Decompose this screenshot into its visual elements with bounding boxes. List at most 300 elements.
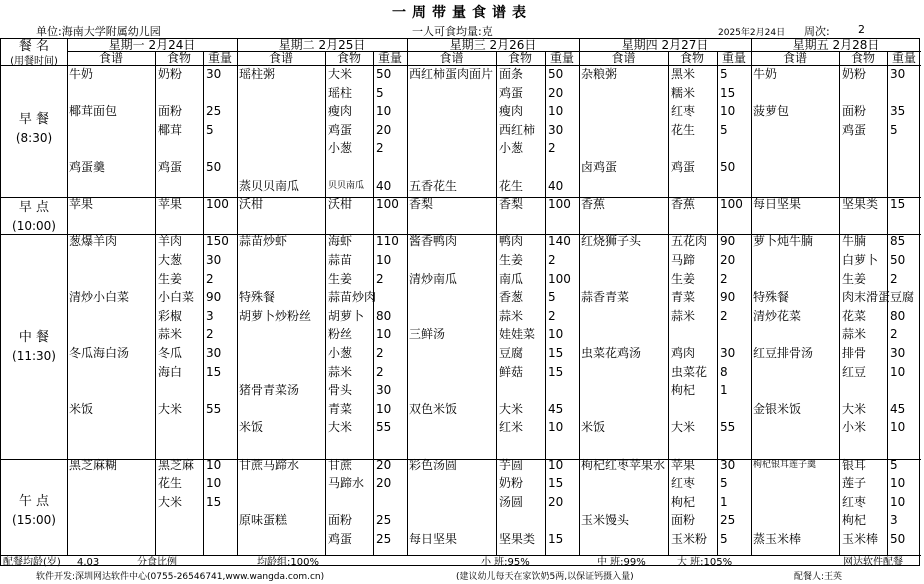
- middle-class-ratio: 中 班:99%: [597, 557, 646, 568]
- big-class-ratio: 大 班:105%: [677, 557, 733, 568]
- food-name: 糯米: [671, 85, 696, 100]
- avg-label: 一人可食均量:克: [412, 25, 493, 38]
- food-name: 青菜: [671, 290, 696, 305]
- food-weight: 2: [548, 141, 556, 156]
- col-food-header: 食物: [166, 51, 191, 65]
- dish-name: 双色米饭: [409, 401, 458, 416]
- food-weight: 30: [890, 67, 906, 81]
- food-name: 坚果类: [842, 197, 879, 212]
- food-name: 红米: [499, 420, 524, 435]
- food-weight: 80: [890, 308, 906, 323]
- food-name: 枸杞: [671, 383, 696, 398]
- food-name: 香梨: [499, 197, 524, 212]
- food-weight: 2: [720, 271, 728, 286]
- food-weight: 30: [206, 346, 222, 360]
- food-name: 生姜: [158, 271, 183, 286]
- food-weight: 30: [890, 346, 906, 360]
- dish-name: 清炒南瓜: [409, 271, 458, 286]
- dish-name: 牛奶: [69, 67, 94, 81]
- dish-name: 清炒小白菜: [69, 290, 130, 305]
- food-name: 苹果: [671, 457, 696, 472]
- food-name: 肉末滑蛋豆腐: [842, 290, 915, 305]
- food-weight: 10: [206, 476, 222, 491]
- dish-name: 红豆排骨汤: [753, 346, 814, 360]
- grid-line: [496, 51, 497, 555]
- col-weight-header: 重量: [721, 51, 746, 65]
- menu-table: [0, 38, 920, 566]
- col-weight-header: 重量: [377, 51, 402, 65]
- food-name: 大米: [328, 420, 353, 435]
- dish-name: 蒜香青菜: [581, 290, 630, 305]
- dish-name: 葱爆羊肉: [69, 234, 118, 249]
- food-weight: 100: [720, 197, 743, 212]
- day-header: 星期四 2月27日: [621, 38, 709, 52]
- dish-name: 米饭: [69, 401, 94, 416]
- food-name: 虫菜花: [671, 364, 708, 379]
- dish-name: 香蕉: [581, 197, 606, 212]
- dish-name: 米饭: [239, 420, 264, 435]
- food-weight: 25: [376, 532, 392, 546]
- food-weight: 5: [720, 476, 728, 491]
- food-weight: 50: [890, 532, 906, 546]
- food-weight: 10: [376, 253, 392, 267]
- dish-name: 五香花生: [409, 178, 458, 193]
- food-name: 大米: [842, 401, 867, 416]
- food-name: 银耳: [842, 457, 867, 472]
- food-name: 沃柑: [328, 197, 353, 212]
- dish-name: 原味蛋糕: [239, 513, 288, 528]
- food-weight: 35: [890, 104, 906, 119]
- food-name: 汤圆: [499, 494, 524, 509]
- food-name: 生姜: [671, 271, 696, 286]
- food-weight: 30: [548, 122, 564, 137]
- dish-name: 三鲜汤: [409, 327, 446, 342]
- food-name: 蒜米: [499, 308, 524, 323]
- page-title: 一周带量食谱表: [392, 5, 532, 21]
- food-weight: 30: [376, 383, 392, 398]
- food-weight: 2: [548, 308, 556, 323]
- food-name: 大米: [328, 67, 353, 81]
- food-name: 五花肉: [671, 234, 708, 249]
- food-weight: 150: [206, 234, 229, 249]
- food-weight: 55: [720, 420, 736, 435]
- food-weight: 2: [376, 346, 384, 360]
- grid-line: [203, 51, 204, 555]
- food-name: 大米: [158, 401, 183, 416]
- food-name: 鸡蛋: [842, 122, 867, 137]
- food-weight: 40: [548, 178, 564, 193]
- col-food-header: 食物: [507, 51, 532, 65]
- food-name: 黑米: [671, 67, 696, 81]
- food-weight: 20: [548, 494, 564, 509]
- food-weight: 5: [206, 122, 214, 137]
- food-weight: 10: [548, 104, 564, 119]
- meal-breakfast-name: 早 餐: [18, 112, 50, 127]
- week-label: 周次:: [804, 25, 830, 38]
- col-recipe-header: 食谱: [439, 51, 464, 65]
- dish-name: 枸杞银耳莲子羹: [753, 459, 817, 470]
- food-name: 红枣: [671, 104, 696, 119]
- food-weight: 10: [376, 401, 392, 416]
- food-name: 鸡蛋: [328, 532, 353, 546]
- staff-label: 配餐人:王英: [794, 572, 843, 582]
- unit-label: 单位:海南大学附属幼儿园: [36, 25, 161, 38]
- col-recipe-header: 食谱: [268, 51, 293, 65]
- food-weight: 15: [548, 532, 564, 546]
- dish-name: 酱香鸭肉: [409, 234, 458, 249]
- dish-name: 苹果: [69, 197, 94, 212]
- food-weight: 25: [206, 104, 222, 119]
- col-weight-header: 重量: [207, 51, 232, 65]
- grid-line: [155, 51, 156, 555]
- food-name: 苹果: [158, 197, 183, 212]
- food-name: 蒜苗: [328, 253, 353, 267]
- food-weight: 80: [376, 308, 392, 323]
- grid-line: [67, 39, 68, 555]
- food-weight: 20: [720, 253, 736, 267]
- food-name: 面条: [499, 67, 524, 81]
- food-name: 海白: [158, 364, 183, 379]
- food-weight: 15: [206, 364, 222, 379]
- food-name: 蒜米: [328, 364, 353, 379]
- food-name: 大米: [499, 401, 524, 416]
- food-name: 面粉: [158, 104, 183, 119]
- dish-name: 特殊餐: [753, 290, 790, 305]
- food-weight: 100: [206, 197, 229, 212]
- food-name: 娃娃菜: [499, 327, 536, 342]
- meal-lunch: [1, 329, 67, 365]
- grid-line: [1, 555, 921, 556]
- dish-name: 米饭: [581, 420, 606, 435]
- food-name: 鸭肉: [499, 234, 524, 249]
- food-weight: 30: [206, 253, 222, 267]
- dish-name: 玉米馒头: [581, 513, 630, 528]
- food-name: 莲子: [842, 476, 867, 491]
- food-name: 面粉: [842, 104, 867, 119]
- food-name: 面粉: [328, 513, 353, 528]
- food-weight: 2: [206, 271, 214, 286]
- food-name: 鸡蛋: [328, 122, 353, 137]
- food-name: 生姜: [842, 271, 867, 286]
- food-weight: 20: [376, 122, 392, 137]
- grid-line: [717, 51, 718, 555]
- meal-name-header: 餐 名: [18, 39, 50, 54]
- food-weight: 50: [890, 253, 906, 267]
- food-name: 椰茸: [158, 122, 183, 137]
- food-weight: 10: [548, 327, 564, 342]
- food-name: 蒜米: [671, 308, 696, 323]
- dish-name: 红烧狮子头: [581, 234, 642, 249]
- meal-breakfast: [1, 111, 67, 147]
- food-weight: 8: [720, 364, 728, 379]
- food-name: 鲜菇: [499, 364, 524, 379]
- dish-name: 香梨: [409, 197, 434, 212]
- food-name: 面粉: [671, 513, 696, 528]
- food-name: 粉丝: [328, 327, 353, 342]
- food-weight: 3: [890, 513, 898, 528]
- dish-name: 甘蔗马蹄水: [239, 457, 300, 472]
- food-name: 黑芝麻: [158, 457, 195, 472]
- food-weight: 30: [720, 457, 736, 472]
- food-name: 大葱: [158, 253, 183, 267]
- food-weight: 15: [548, 346, 564, 360]
- food-weight: 5: [720, 122, 728, 137]
- food-name: 白萝卜: [842, 253, 879, 267]
- food-name: 马蹄: [671, 253, 696, 267]
- dish-name: 冬瓜海白汤: [69, 346, 130, 360]
- dish-name: 蒜苗炒虾: [239, 234, 288, 249]
- dish-name: 杂粮粥: [581, 67, 618, 81]
- food-weight: 2: [720, 308, 728, 323]
- grid-line: [1, 65, 921, 66]
- food-weight: 55: [206, 401, 222, 416]
- col-food-header: 食物: [679, 51, 704, 65]
- food-name: 枸杞: [842, 513, 867, 528]
- col-recipe-header: 食谱: [98, 51, 123, 65]
- food-name: 鸡蛋: [671, 160, 696, 174]
- food-name: 玉米粉: [671, 532, 708, 546]
- meal-lunch-time: (11:30): [12, 349, 56, 363]
- developer-info: 软件开发:深圳网达软件中心(0755-26546741,www.wangda.com.cn): [36, 572, 325, 582]
- food-name: 坚果类: [499, 532, 536, 546]
- food-weight: 90: [206, 290, 222, 305]
- food-name: 花菜: [842, 308, 867, 323]
- food-weight: 2: [376, 271, 384, 286]
- food-name: 西红柿: [499, 122, 536, 137]
- dish-name: 猪骨青菜汤: [239, 383, 300, 398]
- week-number: 2: [858, 23, 865, 36]
- food-weight: 10: [890, 420, 906, 435]
- food-weight: 100: [376, 197, 399, 212]
- food-weight: 20: [548, 85, 564, 100]
- food-name: 小葱: [328, 141, 353, 156]
- food-weight: 50: [206, 160, 222, 174]
- food-name: 香蕉: [671, 197, 696, 212]
- food-name: 奶粉: [499, 476, 524, 491]
- dish-name: 枸杞红枣苹果水: [581, 457, 666, 472]
- food-name: 大米: [671, 420, 696, 435]
- age-value: 4.03: [77, 557, 100, 568]
- dish-name: 卤鸡蛋: [581, 160, 618, 174]
- col-food-header: 食物: [336, 51, 361, 65]
- food-name: 红枣: [671, 476, 696, 491]
- food-weight: 30: [206, 67, 222, 81]
- food-name: 花生: [671, 122, 696, 137]
- dish-name: 彩色汤圆: [409, 457, 458, 472]
- food-name: 玉米棒: [842, 532, 879, 546]
- food-name: 红豆: [842, 364, 867, 379]
- dish-name: 鸡蛋羹: [69, 160, 106, 174]
- food-weight: 45: [548, 401, 564, 416]
- food-name: 瘦肉: [499, 104, 524, 119]
- food-name: 蒜苗炒肉: [328, 290, 377, 305]
- grid-line: [751, 39, 752, 555]
- food-name: 小葱: [499, 141, 524, 156]
- food-weight: 10: [206, 457, 222, 472]
- food-weight: 50: [720, 160, 736, 174]
- food-name: 芋圆: [499, 457, 524, 472]
- food-weight: 5: [376, 85, 384, 100]
- food-weight: 2: [206, 327, 214, 342]
- food-name: 蒜米: [842, 327, 867, 342]
- meal-afternoon-snack: [1, 493, 67, 529]
- food-name: 生姜: [499, 253, 524, 267]
- food-name: 牛腩: [842, 234, 867, 249]
- food-name: 青菜: [328, 401, 353, 416]
- food-weight: 1: [720, 383, 728, 398]
- food-name: 花生: [158, 476, 183, 491]
- ratio-label: 分食比例: [137, 557, 177, 568]
- dish-name: 瑶柱粥: [239, 67, 276, 81]
- small-class-ratio: 小 班:95%: [481, 557, 530, 568]
- grid-line: [325, 51, 326, 555]
- date-label: 2025年2月24日: [718, 28, 786, 38]
- meal-morning-snack-time: (10:00): [12, 219, 56, 233]
- col-food-header: 食物: [850, 51, 875, 65]
- age-label: 配餐均龄(岁): [3, 557, 61, 568]
- food-weight: 10: [890, 364, 906, 379]
- dish-name: 虫菜花鸡汤: [581, 346, 642, 360]
- grid-line: [545, 51, 546, 555]
- food-weight: 10: [890, 494, 906, 509]
- food-name: 小白菜: [158, 290, 195, 305]
- food-name: 奶粉: [842, 67, 867, 81]
- food-weight: 5: [890, 457, 898, 472]
- col-recipe-header: 食谱: [782, 51, 807, 65]
- dish-name: 牛奶: [753, 67, 778, 81]
- food-weight: 10: [720, 104, 736, 119]
- food-name: 香葱: [499, 290, 524, 305]
- food-name: 生姜: [328, 271, 353, 286]
- food-name: 花生: [499, 178, 524, 193]
- food-name: 大米: [158, 494, 183, 509]
- meal-morning-snack-name: 早 点: [18, 200, 50, 215]
- food-weight: 90: [720, 290, 736, 305]
- food-name: 枸杞: [671, 494, 696, 509]
- col-recipe-header: 食谱: [611, 51, 636, 65]
- food-name: 海虾: [328, 234, 353, 249]
- food-name: 胡萝卜: [328, 308, 365, 323]
- meal-lunch-name: 中 餐: [18, 330, 50, 345]
- grid-line: [407, 39, 408, 555]
- food-weight: 90: [720, 234, 736, 249]
- dish-name: 蒸贝贝南瓜: [239, 178, 300, 193]
- grid-line: [839, 51, 840, 555]
- dish-name: 黑芝麻糊: [69, 457, 118, 472]
- food-weight: 5: [720, 67, 728, 81]
- dish-name: 蒸玉米棒: [753, 532, 802, 546]
- brand-label: 网达软件配餐: [843, 557, 903, 568]
- food-weight: 100: [548, 271, 571, 286]
- food-weight: 2: [890, 271, 898, 286]
- food-name: 马蹄水: [328, 476, 365, 491]
- food-weight: 15: [206, 494, 222, 509]
- dish-name: 菠萝包: [753, 104, 790, 119]
- food-weight: 10: [548, 420, 564, 435]
- food-weight: 5: [720, 532, 728, 546]
- dish-name: 金银米饭: [753, 401, 802, 416]
- food-name: 小葱: [328, 346, 353, 360]
- food-weight: 15: [890, 197, 906, 212]
- food-weight: 25: [720, 513, 736, 528]
- food-weight: 1: [720, 494, 728, 509]
- col-weight-header: 重量: [891, 51, 916, 65]
- food-weight: 15: [720, 85, 736, 100]
- food-weight: 50: [548, 67, 564, 81]
- meal-breakfast-time: (8:30): [15, 131, 53, 145]
- food-weight: 2: [548, 253, 556, 267]
- dish-name: 每日坚果: [409, 532, 458, 546]
- food-weight: 5: [890, 122, 898, 137]
- food-weight: 50: [376, 67, 392, 81]
- dish-name: 清炒花菜: [753, 308, 802, 323]
- food-weight: 10: [548, 457, 564, 472]
- food-name: 彩椒: [158, 308, 183, 323]
- food-name: 骨头: [328, 383, 353, 398]
- meal-afternoon-snack-name: 午 点: [18, 494, 50, 509]
- food-name: 瑶柱: [328, 85, 353, 100]
- food-name: 排骨: [842, 346, 867, 360]
- food-weight: 15: [548, 364, 564, 379]
- food-weight: 2: [890, 327, 898, 342]
- meal-afternoon-snack-time: (15:00): [12, 513, 56, 527]
- dish-name: 萝卜炖牛腩: [753, 234, 814, 249]
- food-weight: 140: [548, 234, 571, 249]
- all-ratio: 均龄组:100%: [257, 557, 319, 568]
- dish-name: 胡萝卜炒粉丝: [239, 308, 312, 323]
- food-weight: 2: [376, 141, 384, 156]
- food-name: 南瓜: [499, 271, 524, 286]
- dish-name: 每日坚果: [753, 197, 802, 212]
- food-weight: 45: [890, 401, 906, 416]
- day-header: 星期二 2月25日: [278, 38, 366, 52]
- food-name: 红枣: [842, 494, 867, 509]
- food-weight: 5: [548, 290, 556, 305]
- day-header: 星期一 2月24日: [108, 38, 196, 52]
- food-name: 冬瓜: [158, 346, 183, 360]
- grid-line: [237, 39, 238, 555]
- food-weight: 25: [376, 513, 392, 528]
- food-weight: 20: [376, 476, 392, 491]
- food-weight: 2: [376, 364, 384, 379]
- food-weight: 10: [376, 327, 392, 342]
- food-name: 蒜米: [158, 327, 183, 342]
- food-weight: 20: [376, 457, 392, 472]
- food-name: 羊肉: [158, 234, 183, 249]
- day-header: 星期五 2月28日: [792, 38, 880, 52]
- food-name: 豆腐: [499, 346, 524, 360]
- food-name: 奶粉: [158, 67, 183, 81]
- dish-name: 沃柑: [239, 197, 264, 212]
- food-weight: 30: [720, 346, 736, 360]
- col-weight-header: 重量: [549, 51, 574, 65]
- food-weight: 100: [548, 197, 571, 212]
- grid-line: [668, 51, 669, 555]
- food-weight: 15: [548, 476, 564, 491]
- dish-name: 西红柿蛋肉面片: [409, 67, 494, 81]
- food-weight: 10: [890, 476, 906, 491]
- day-header: 星期三 2月26日: [449, 38, 537, 52]
- food-name: 小米: [842, 420, 867, 435]
- meal-time-header: (用餐时间): [10, 56, 58, 67]
- dish-name: 特殊餐: [239, 290, 276, 305]
- milk-advice: (建议幼儿每天在家饮奶5两,以保证钙摄入量): [456, 572, 634, 582]
- food-name: 甘蔗: [328, 457, 353, 472]
- dish-name: 椰茸面包: [69, 104, 118, 119]
- meal-morning-snack: [1, 199, 67, 235]
- food-name: 鸡蛋: [499, 85, 524, 100]
- grid-line: [579, 39, 580, 555]
